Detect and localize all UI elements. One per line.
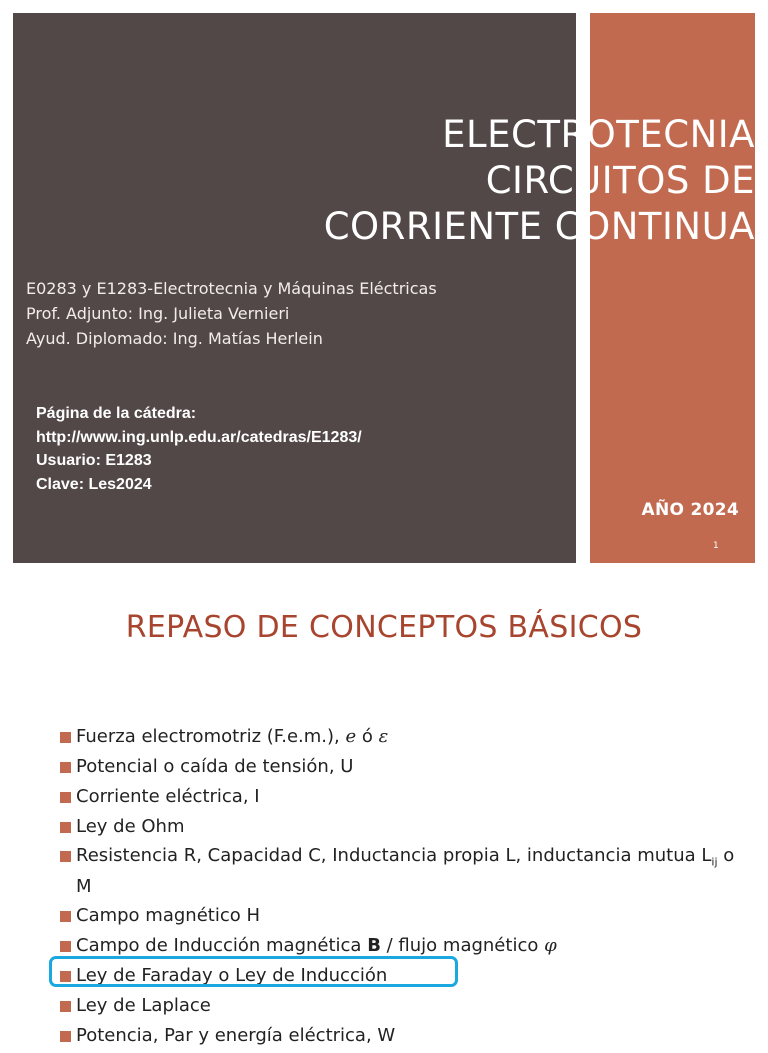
professor: Prof. Adjunto: Ing. Julieta Vernieri [26,304,290,323]
bullet-square-icon [60,1001,71,1012]
list-item [60,903,750,929]
bullet-text: Corriente eléctrica, I [76,786,260,807]
bullet-text: Potencial o caída de tensión, U [76,756,354,777]
bullet-text-tail: o M [76,845,735,897]
bullet-square-icon [60,911,71,922]
title-line-3: CORRIENTE CONTINUA [323,205,755,248]
list-item [60,844,750,899]
slide1-title [235,112,755,250]
bullet-square-icon [60,792,71,803]
bullet-square-icon [60,851,71,862]
bullet-text-mid: / flujo magnético [380,934,545,956]
list-item [60,724,750,750]
slide1-subtitle [26,276,566,351]
slide2-title: REPASO DE CONCEPTOS BÁSICOS [125,610,643,645]
bullet-square-icon [60,1031,71,1042]
list-item [60,1023,750,1049]
symbol-epsilon: ε [378,726,389,747]
concepts-list [60,724,750,1053]
subscript-ij: ij [711,855,718,869]
info-username: Usuario: E1283 [36,452,152,469]
bullet-text: Ley de Faraday o Ley de Inducción [76,964,388,986]
year-label: AÑO 2024 [641,500,739,520]
bullet-square-icon [60,941,71,952]
highlight-box [49,956,458,987]
bullet-text: Ley de Laplace [76,994,211,1016]
bullet-text: Campo de Inducción magnética [76,934,368,956]
symbol-e: e [345,726,357,747]
page-number: 1 [713,541,719,551]
symbol-phi: φ [544,934,557,956]
list-item [60,814,750,840]
assistant: Ayud. Diplomado: Ing. Matías Herlein [26,329,323,348]
list-item [60,933,750,959]
symbol-b: B [367,934,381,956]
bullet-text: Ley de Ohm [76,816,185,837]
slide1-accent-panel [590,13,755,563]
course-name: E0283 y E1283-Electrotecnia y Máquinas Eléctricas [26,279,437,298]
list-item [60,993,750,1019]
bullet-square-icon [60,822,71,833]
bullet-square-icon [60,762,71,773]
list-item [60,754,750,780]
list-item [60,784,750,810]
title-line-2: CIRCUITOS DE [485,159,755,202]
slide1-info [36,402,556,496]
info-password: Clave: Les2024 [36,475,152,493]
bullet-square-icon [60,732,71,743]
bullet-text: Fuerza electromotriz (F.e.m.), [76,726,346,747]
title-line-1: ELECTROTECNIA [442,113,755,156]
info-page-label: Página de la cátedra: [36,405,197,422]
bullet-text: Campo magnético H [76,904,260,926]
bullet-text: Resistencia R, Capacidad C, Inductancia propia L, inductancia mutua L [76,845,712,866]
bullet-text: Potencia, Par y energía eléctrica, W [76,1024,396,1046]
bullet-text-mid: ó [356,726,379,747]
info-url-link[interactable]: http://www.ing.unlp.edu.ar/catedras/E1283/ [36,428,362,446]
